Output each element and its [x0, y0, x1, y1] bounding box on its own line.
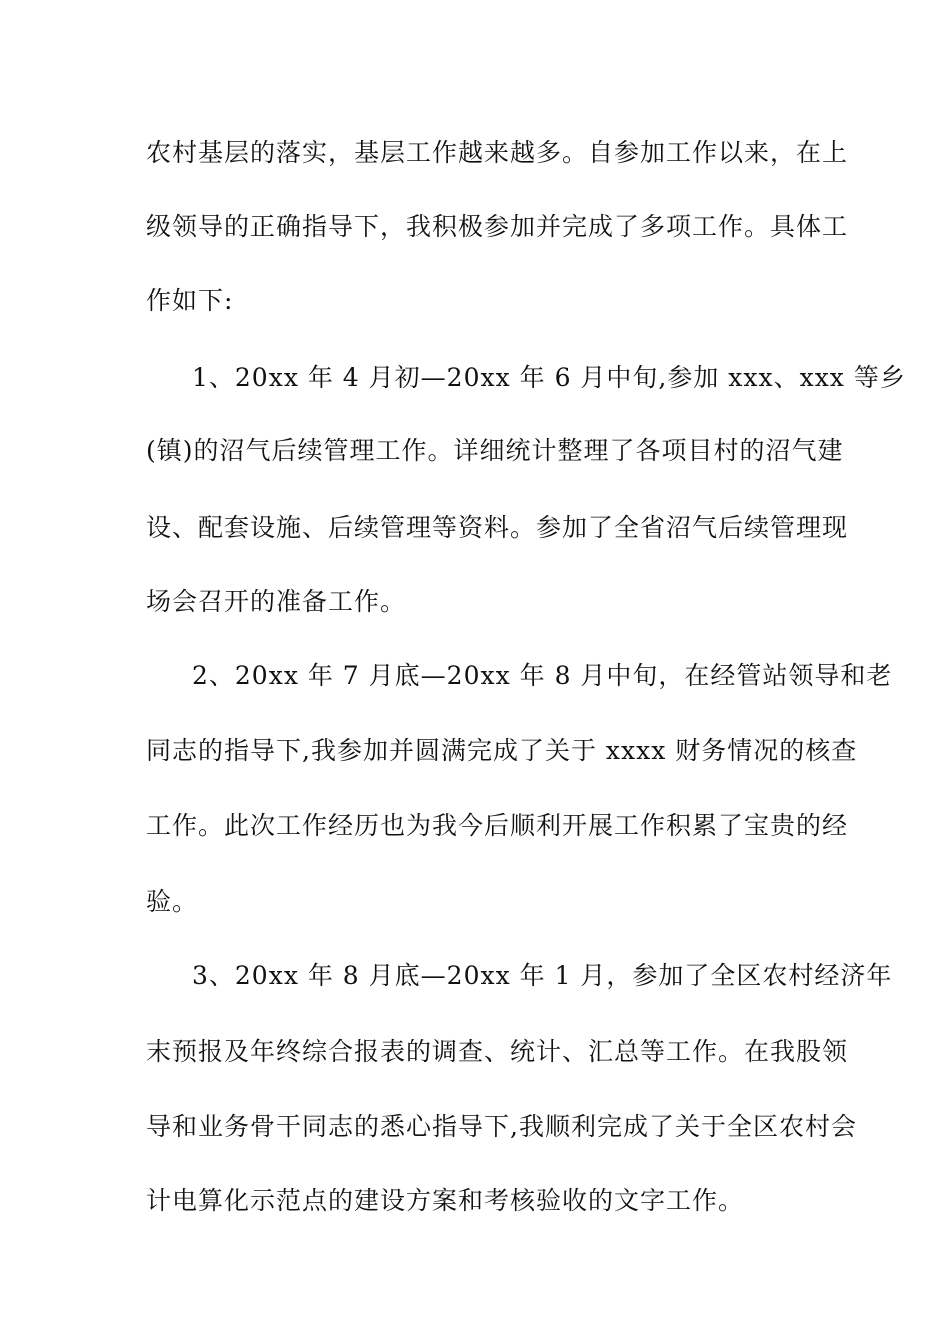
- text-line: 同志的指导下,我参加并圆满完成了关于 xxxx 财务情况的核查: [146, 736, 858, 765]
- text-line: 3、20xx 年 8 月底—20xx 年 1 月，参加了全区农村经济年: [192, 961, 893, 990]
- text-line: 设、配套设施、后续管理等资料。参加了全省沼气后续管理现: [146, 513, 849, 542]
- text-line: 1、20xx 年 4 月初—20xx 年 6 月中旬,参加 xxx、xxx 等乡: [192, 363, 906, 392]
- text-line: 作如下:: [146, 286, 234, 315]
- text-line: 场会召开的准备工作。: [146, 587, 407, 616]
- text-line: 验。: [146, 887, 199, 916]
- text-line: 计电算化示范点的建设方案和考核验收的文字工作。: [146, 1186, 745, 1215]
- text-line: 导和业务骨干同志的悉心指导下,我顺利完成了关于全区农村会: [146, 1112, 857, 1141]
- text-line: 级领导的正确指导下，我积极参加并完成了多项工作。具体工: [146, 212, 849, 241]
- text-line: 工作。此次工作经历也为我今后顺利开展工作积累了宝贵的经: [146, 811, 849, 840]
- text-line: 末预报及年终综合报表的调查、统计、汇总等工作。在我股领: [146, 1037, 849, 1066]
- text-line: 农村基层的落实，基层工作越来越多。自参加工作以来，在上: [146, 138, 849, 167]
- text-line: (镇)的沼气后续管理工作。详细统计整理了各项目村的沼气建: [146, 436, 844, 465]
- text-line: 2、20xx 年 7 月底—20xx 年 8 月中旬，在经管站领导和老: [192, 661, 893, 690]
